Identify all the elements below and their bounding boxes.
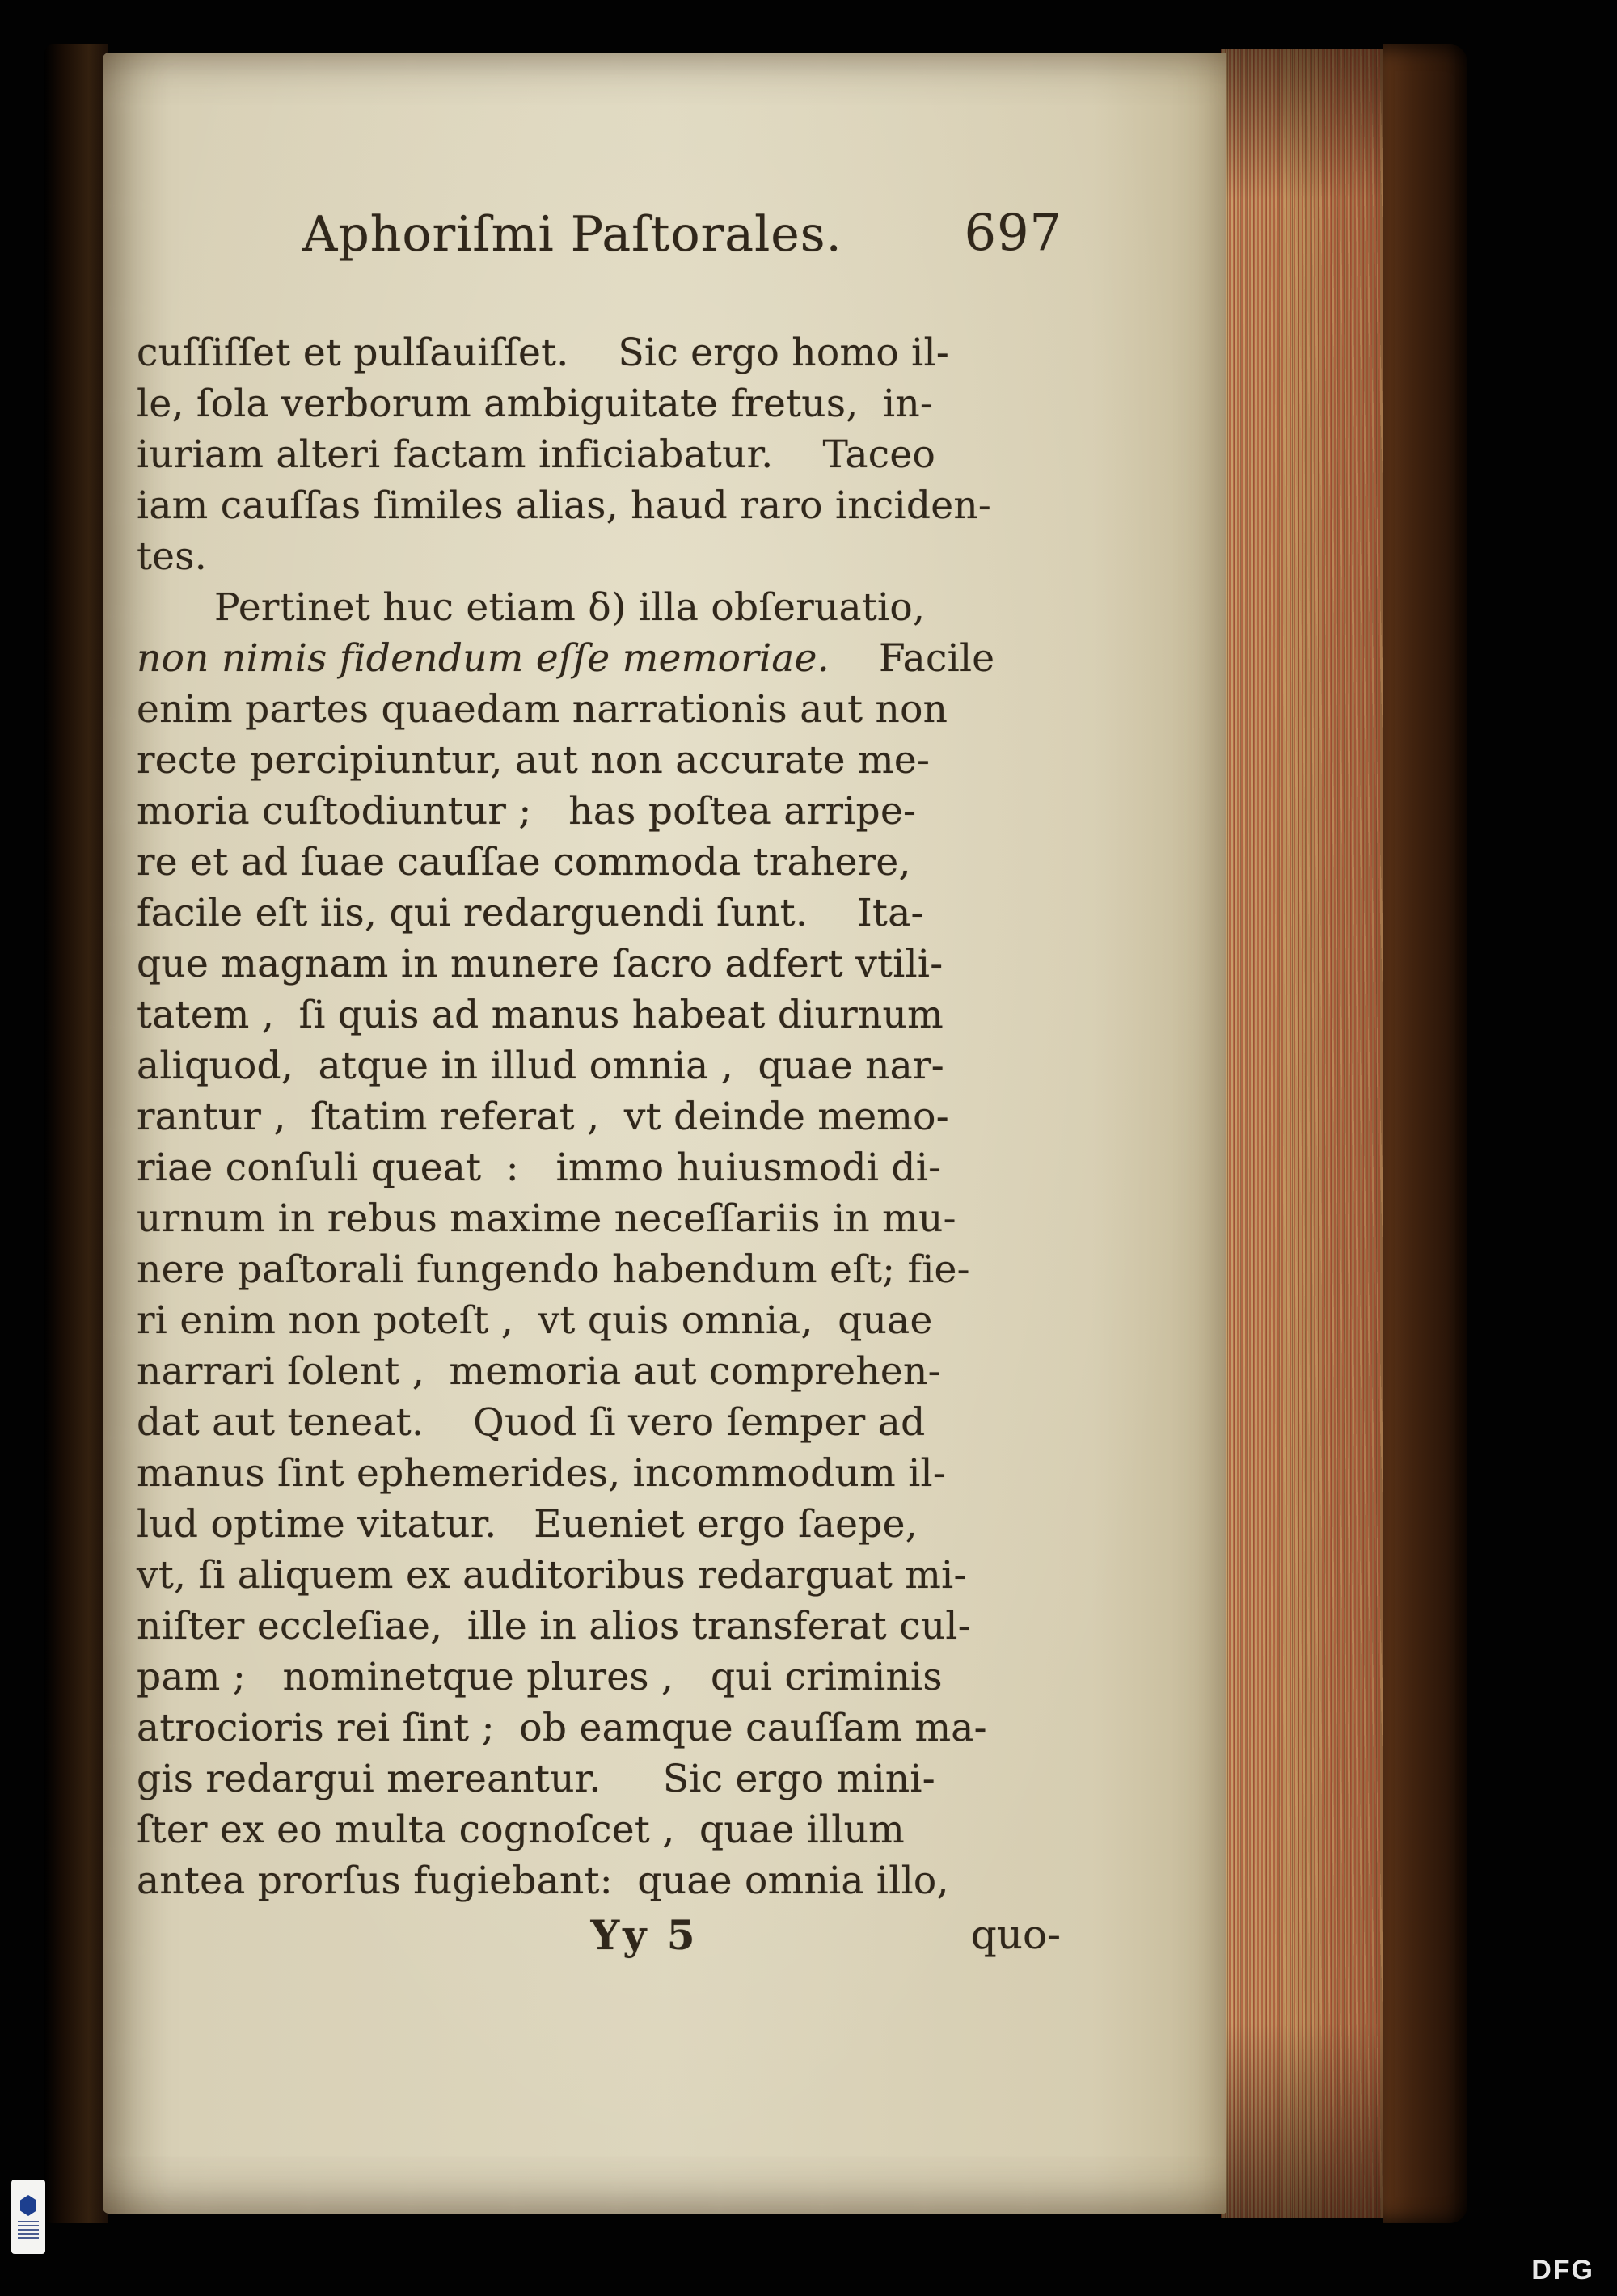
- body-line: [137, 939, 1077, 990]
- body-line-segment: rantur , ſtatim referat , vt deinde memo-: [137, 1095, 949, 1139]
- body-line: [137, 1652, 1077, 1703]
- body-line: [137, 1040, 1077, 1091]
- book-page: [103, 53, 1226, 2214]
- dfg-watermark: DFG: [1531, 2255, 1594, 2285]
- body-line-segment: tes.: [137, 534, 207, 579]
- body-line: [137, 1295, 1077, 1346]
- body-line: [137, 480, 1077, 531]
- body-line: [137, 990, 1077, 1040]
- body-line-segment: cuſſiſſet et pulſauiſſet. Sic ergo homo il-: [137, 331, 949, 375]
- body-line: [137, 1601, 1077, 1652]
- gathering-signature: Yy 5: [590, 1911, 699, 1959]
- body-line: [137, 1804, 1077, 1855]
- library-stamp-icon: [11, 2180, 45, 2254]
- page-body-text: [137, 327, 1077, 1906]
- book: [44, 44, 1467, 2223]
- body-line: [137, 786, 1077, 837]
- body-line: [137, 1397, 1077, 1448]
- page-footer: [137, 1911, 1077, 1976]
- body-line-segment: que magnam in munere ſacro adfert vtili-: [137, 942, 944, 986]
- body-line-segment: riae conſuli queat : immo huiusmodi di-: [137, 1146, 942, 1190]
- body-line-segment: narrari ſolent , memoria aut comprehen-: [137, 1349, 941, 1394]
- body-line-segment: nere paſtorali fungendo habendum eſt; fie-: [137, 1247, 970, 1292]
- body-line-segment: facile eſt iis, qui redarguendi ſunt. Ita-: [137, 891, 924, 935]
- catchword: quo-: [970, 1911, 1061, 1958]
- body-line: [137, 735, 1077, 786]
- body-line-segment: manus ſint ephemerides, incommodum il-: [137, 1451, 947, 1496]
- body-line-segment: re et ad ſuae cauſſae commoda trahere,: [137, 840, 911, 884]
- body-line: [137, 684, 1077, 735]
- body-line: [137, 1550, 1077, 1601]
- body-line: [137, 1244, 1077, 1295]
- body-line-segment: moria cuſtodiuntur ; has poſtea arripe-: [137, 789, 917, 834]
- body-line: [137, 1142, 1077, 1193]
- body-line-italic-segment: non nimis fidendum eſſe memoriae.: [137, 636, 830, 681]
- body-line-segment: Facile: [829, 636, 995, 681]
- body-line: [137, 888, 1077, 939]
- body-line: [137, 1703, 1077, 1754]
- body-line-segment: atrocioris rei ſint ; ob eamque cauſſam ma-: [137, 1706, 987, 1750]
- body-line-segment: iam cauſſas ſimiles alias, haud raro inciden-: [137, 483, 992, 528]
- body-line: [137, 531, 1077, 582]
- body-line-segment: urnum in rebus maxime neceſſariis in mu-: [137, 1197, 956, 1241]
- body-line: [137, 1754, 1077, 1804]
- running-header: [137, 203, 1077, 281]
- body-line-segment: iuriam alteri factam inficiabatur. Taceo: [137, 433, 936, 477]
- library-stamp-text-lines: [18, 2221, 39, 2239]
- book-spine-edge: [44, 44, 108, 2223]
- book-fore-edge: [1221, 49, 1387, 2218]
- body-line-segment: niſter eccleſiae, ille in alios transferat cul-: [137, 1604, 971, 1648]
- body-line: [137, 1448, 1077, 1499]
- body-line-segment: ſter ex eo multa cognoſcet , quae illum: [137, 1808, 906, 1852]
- body-line-segment: recte percipiuntur, aut non accurate me-: [137, 738, 931, 783]
- body-line: [137, 1855, 1077, 1906]
- body-line: [137, 429, 1077, 480]
- body-line-segment: ri enim non poteſt , vt quis omnia, quae: [137, 1298, 933, 1343]
- body-line-segment: dat aut teneat. Quod ſi vero ſemper ad: [137, 1400, 926, 1445]
- body-line: [137, 1091, 1077, 1142]
- body-line-segment: pam ; nominetque plures , qui criminis: [137, 1655, 943, 1699]
- page-number: 697: [964, 203, 1062, 262]
- body-line: [137, 327, 1077, 378]
- body-line-segment: aliquod, atque in illud omnia , quae nar-: [137, 1044, 944, 1088]
- body-line-segment: le, ſola verborum ambiguitate fretus, in-: [137, 382, 934, 426]
- body-line: [137, 1499, 1077, 1550]
- book-cover: [1383, 44, 1467, 2223]
- body-line-segment: lud optime vitatur. Eueniet ergo ſaepe,: [137, 1502, 918, 1547]
- body-line-segment: vt, ſi aliquem ex auditoribus redarguat mi-: [137, 1553, 967, 1597]
- body-line: [137, 837, 1077, 888]
- running-title: Aphoriſmi Paſtorales.: [302, 206, 842, 263]
- body-line: [137, 633, 1077, 684]
- body-line: [137, 582, 1077, 633]
- body-line-segment: enim partes quaedam narrationis aut non: [137, 687, 948, 732]
- body-line-segment: tatem , ſi quis ad manus habeat diurnum: [137, 993, 944, 1037]
- body-line-segment: Pertinet huc etiam δ) illa obſeruatio,: [214, 585, 926, 630]
- library-emblem-icon: [20, 2195, 36, 2216]
- body-line-segment: antea prorſus fugiebant: quae omnia illo,: [137, 1859, 949, 1903]
- body-line: [137, 378, 1077, 429]
- body-line-segment: gis redargui mereantur. Sic ergo mini-: [137, 1757, 935, 1801]
- body-line: [137, 1346, 1077, 1397]
- body-line: [137, 1193, 1077, 1244]
